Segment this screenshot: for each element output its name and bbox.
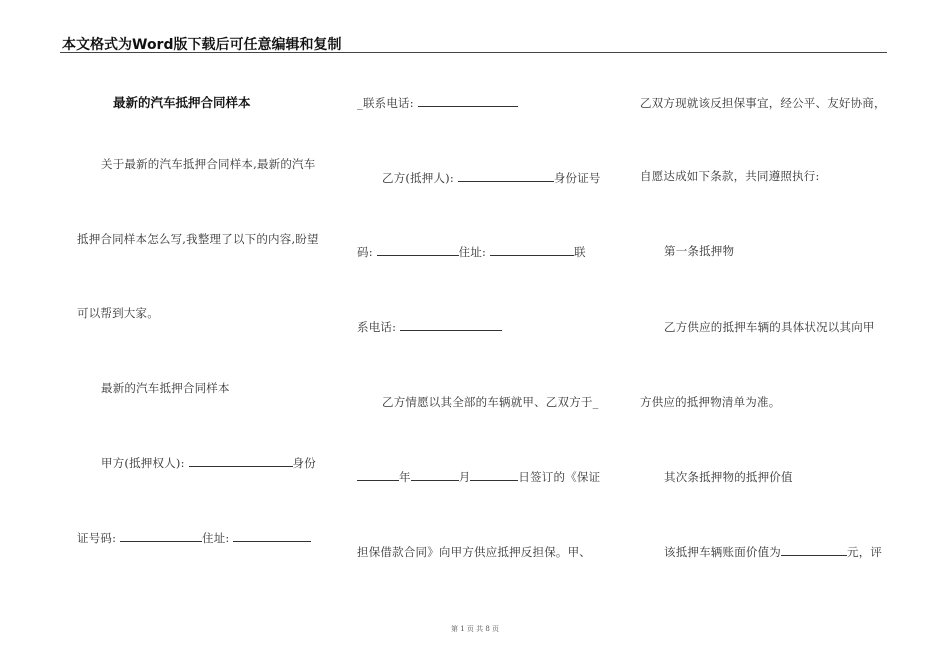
party-b-label: 乙方(抵押人): [382, 171, 458, 185]
party-a-id-blank [120, 531, 202, 542]
col1-line-5 [101, 455, 316, 471]
header-divider [60, 52, 887, 53]
contact-label-start: 联 [573, 245, 586, 259]
book-value-label: 该抵押车辆账面价值为 [664, 545, 781, 559]
col1-line-4: 最新的汽车抵押合同样本 [101, 381, 230, 395]
party-b-phone-blank [400, 320, 502, 331]
download-notice-header: 本文格式为Word版下载后可任意编辑和复制 [62, 37, 342, 53]
id-label-start-b: 身份证号 [553, 171, 601, 185]
col1-line-1: 关于最新的汽车抵押合同样本,最新的汽车 [101, 157, 316, 171]
day-blank [470, 470, 518, 481]
address-label-b: 住址: [458, 245, 490, 259]
col1-line-2: 抵押合同样本怎么写,我整理了以下的内容,盼望 [77, 232, 319, 246]
col2-line-1 [357, 95, 518, 111]
col2-line-6 [357, 469, 600, 485]
col2-line-7: 担保借款合同》向甲方供应抵押反担保。甲、 [357, 545, 591, 559]
contact-label-end: 系电话: [357, 320, 401, 334]
book-value-blank [781, 545, 847, 556]
party-a-phone-blank [418, 96, 518, 107]
id-label-end-b: 码: [357, 245, 377, 259]
phone-label: _联系电话: [357, 96, 418, 110]
col2-line-2 [382, 170, 601, 186]
page-number-footer: 第 1 页 共 8 页 [450, 625, 500, 633]
col1-line-3: 可以帮到大家。 [77, 306, 159, 320]
id-label-end: 证号码: [77, 531, 121, 545]
address-label: 住址: [202, 531, 234, 545]
yuan-label: 元，评 [847, 545, 883, 559]
col3-line-1: 乙双方现就该反担保事宜，经公平、友好协商， [640, 96, 886, 110]
col1-line-6 [77, 530, 311, 546]
month-blank [411, 470, 459, 481]
col3-line-2: 自愿达成如下条款，共同遵照执行: [640, 169, 820, 183]
col2-line-3 [357, 244, 586, 260]
day-label: 日签订的《保证 [518, 470, 601, 484]
party-b-id-blank [377, 245, 459, 256]
col3-line-5: 方供应的抵押物清单为准。 [640, 395, 781, 409]
col3-line-6: 其次条抵押物的抵押价值 [664, 470, 793, 484]
year-label: 年 [399, 470, 411, 484]
party-a-label: 甲方(抵押权人): [101, 456, 189, 470]
col2-line-4 [357, 319, 502, 335]
col2-line-5: 乙方情愿以其全部的车辆就甲、乙双方于_ [382, 395, 599, 409]
party-a-name-blank [189, 456, 293, 467]
col3-line-4: 乙方供应的抵押车辆的具体状况以其向甲 [664, 320, 875, 334]
party-b-name-blank [458, 171, 554, 182]
id-label-start: 身份 [292, 456, 316, 470]
party-b-address-blank [490, 245, 574, 256]
col3-line-3: 第一条抵押物 [664, 244, 735, 258]
month-label: 月 [458, 470, 471, 484]
document-title: 最新的汽车抵押合同样本 [113, 95, 251, 110]
year-blank [357, 470, 399, 481]
party-a-address-blank [233, 531, 311, 542]
col3-line-7 [664, 544, 882, 560]
